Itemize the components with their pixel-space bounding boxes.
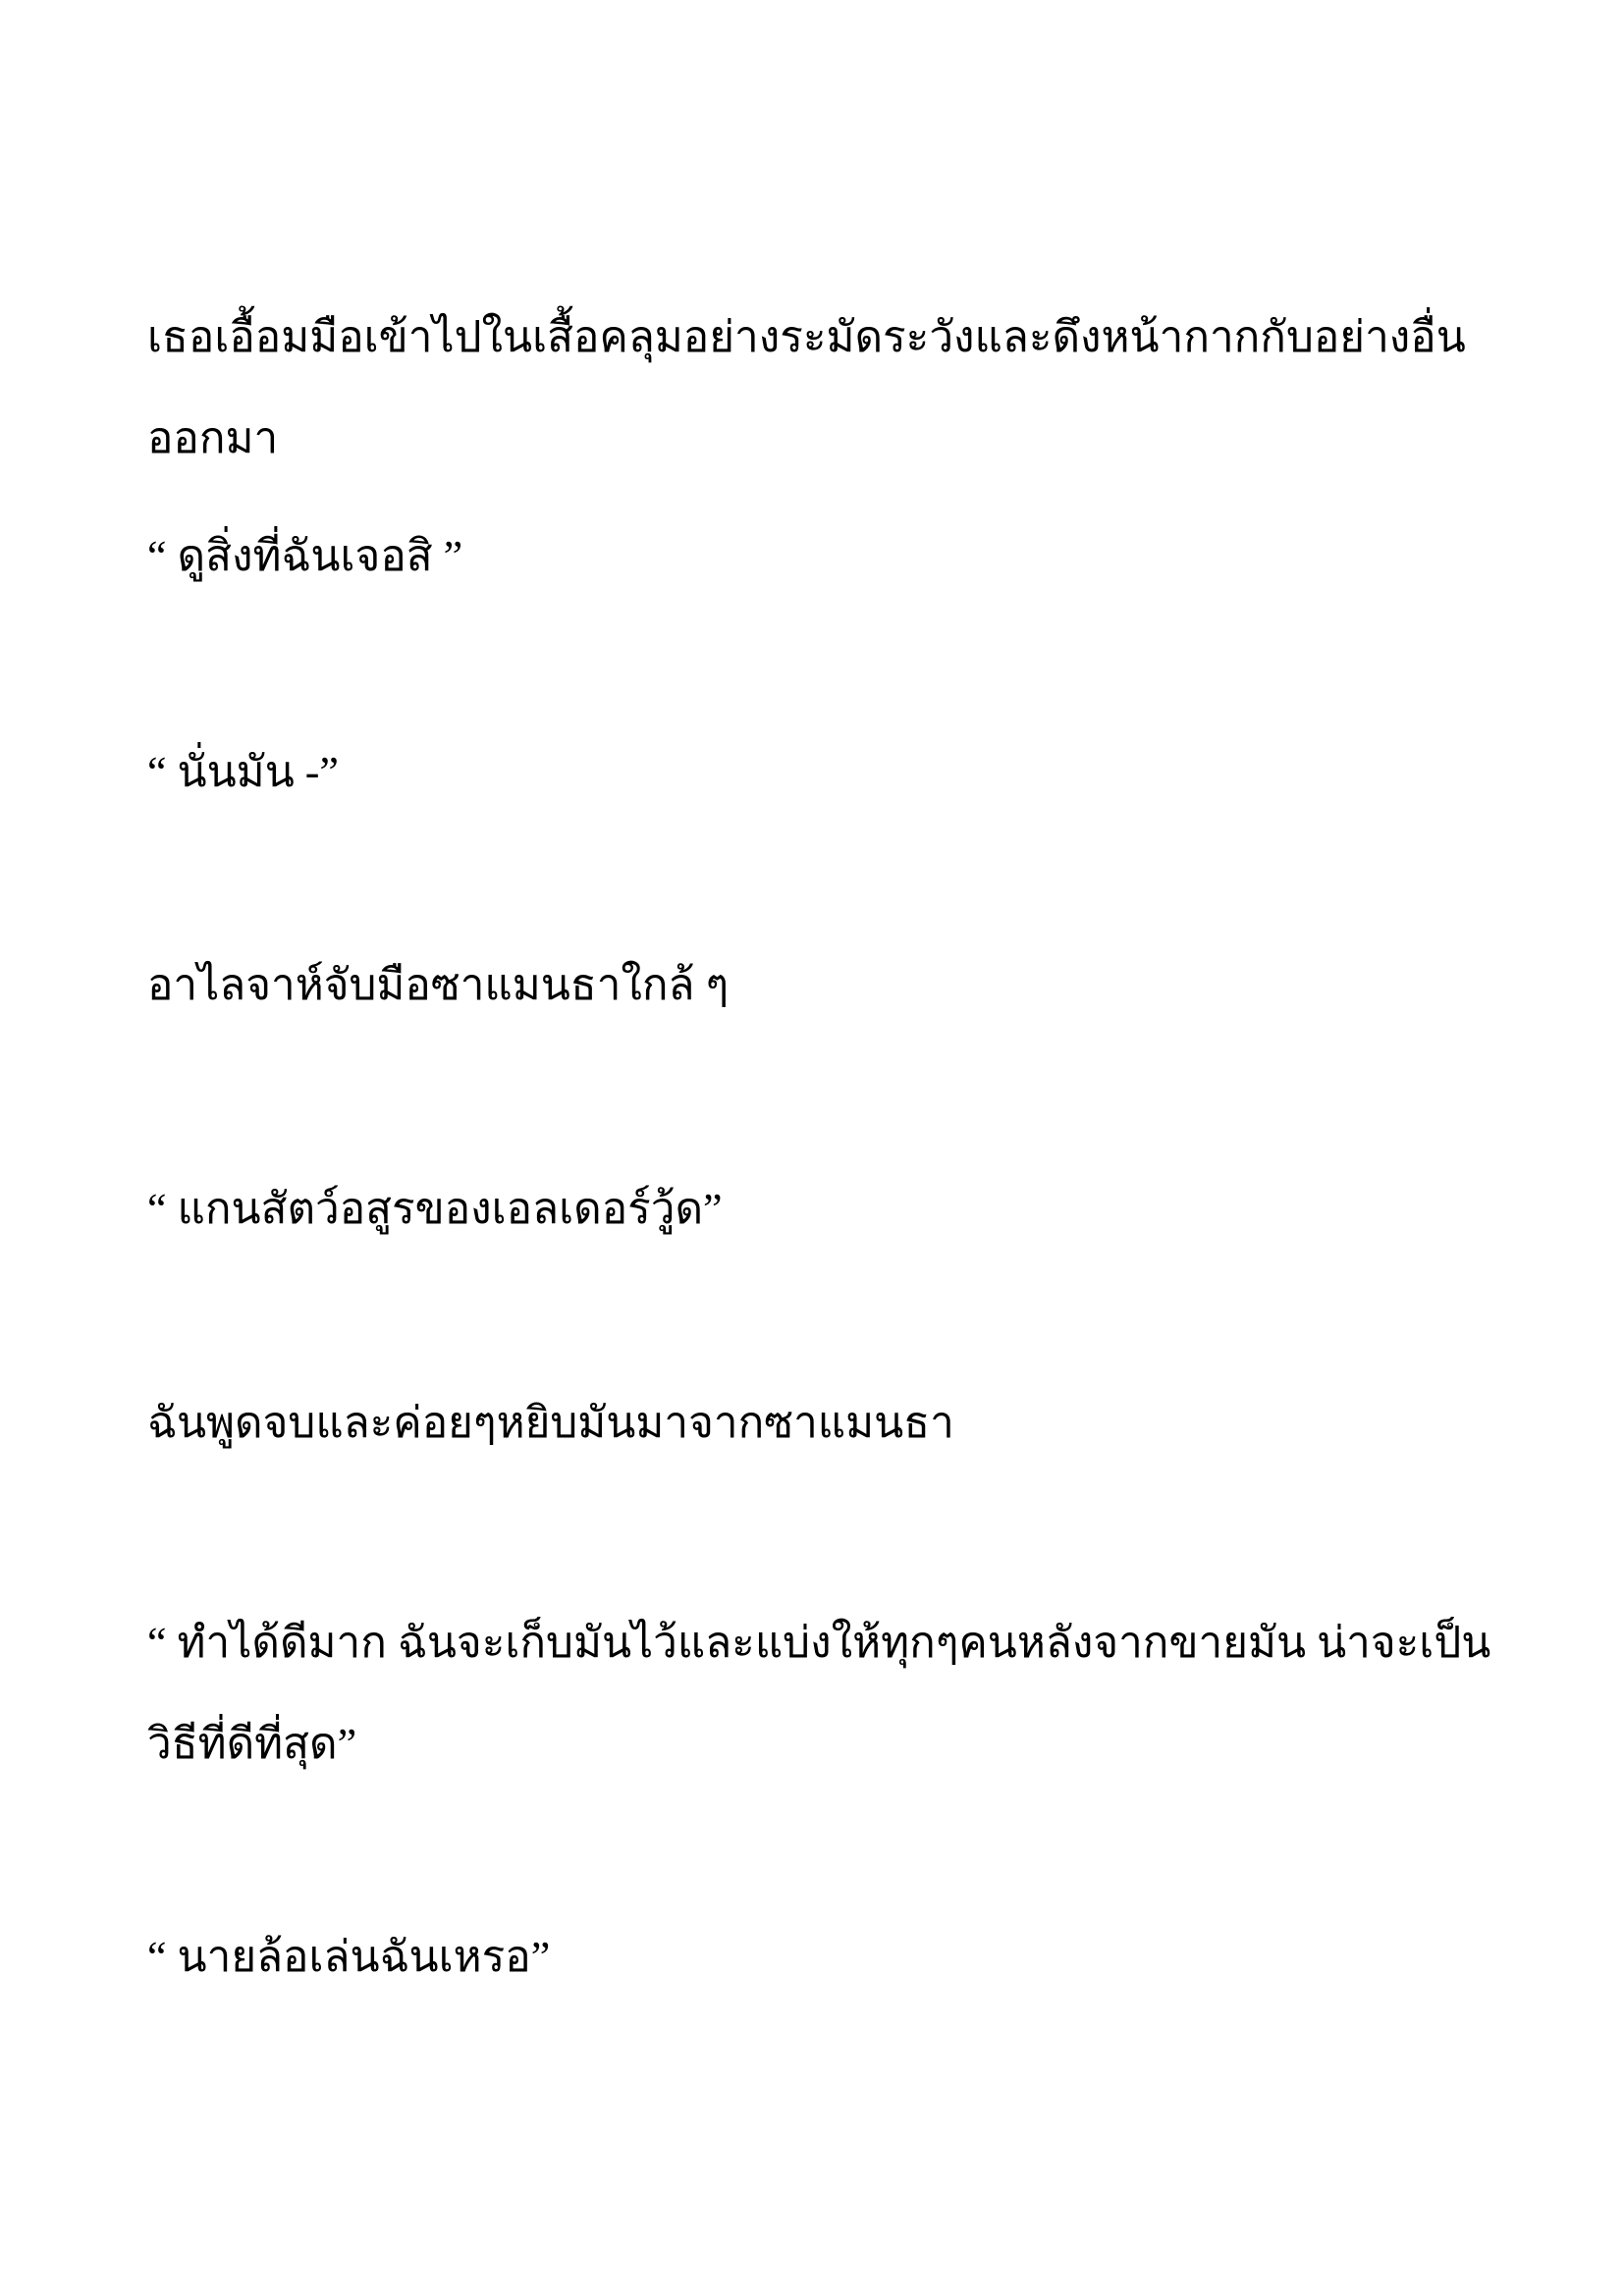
paragraph-dialogue-5: “ นายล้อเล่นฉันเหรอ” [147, 1933, 551, 1981]
paragraph-narration-2: อาไลจาห์จับมือซาแมนธาใกล้ ๆ [147, 961, 730, 1009]
paragraph-dialogue-3: “ แกนสัตว์อสูรของเอลเดอร์วู้ด” [147, 1185, 723, 1233]
paragraph-narration-3: ฉันพูดจบและค่อยๆหยิบมันมาจากซาแมนธา [147, 1399, 954, 1447]
paragraph-dialogue-1: “ ดูสิ่งที่ฉันเจอสิ ” [147, 532, 463, 580]
paragraph-dialogue-4: “ ทำได้ดีมาก ฉันจะเก็บมันไว้และแบ่งให้ทุกๆคนหลังจากขายมัน น่าจะเป็นวิธีที่ดีที่สุด” [147, 1619, 1491, 1768]
paragraph-dialogue-2: “ นั่นมัน -” [147, 748, 339, 796]
paragraph-narration-1: เธอเอื้อมมือเข้าไปในเสื้อคลุมอย่างระมัดระวังและดึงหน้ากากกับอย่างอื่นออกมา [147, 313, 1466, 462]
